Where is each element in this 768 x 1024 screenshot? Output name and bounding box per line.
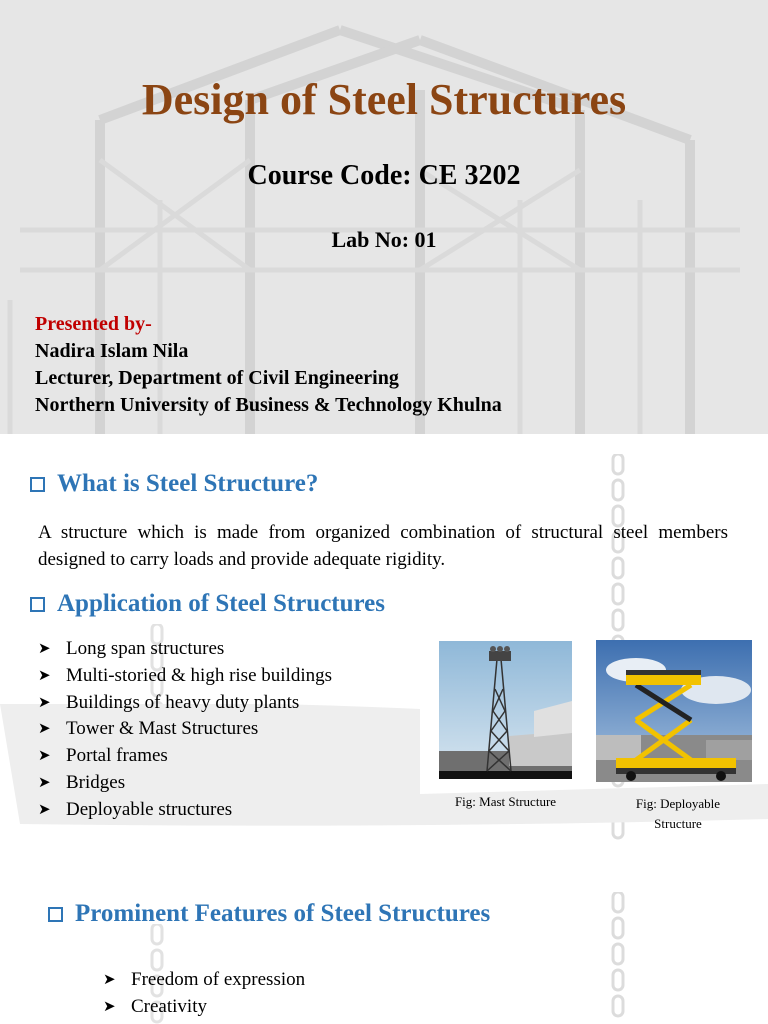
course-code: Course Code: CE 3202	[247, 160, 521, 191]
definition-text: A structure which is made from organized combination of structural steel members designed to carry loads and provide adequate rigidity.	[38, 522, 728, 570]
title-slide	[0, 0, 768, 434]
arrow-bullet-icon: ➤	[38, 667, 51, 684]
list-item: ➤ Creativity	[103, 994, 305, 1021]
heading-text: Prominent Features of Steel Structures	[75, 900, 491, 927]
list-item: ➤ Buildings of heavy duty plants	[38, 690, 332, 717]
list-item: ➤ Bridges	[38, 770, 332, 797]
presenter-institution: Northern University of Business & Technology Khulna	[35, 394, 502, 416]
list-item: ➤ Deployable structures	[38, 797, 332, 824]
heading-text: Application of Steel Structures	[57, 590, 385, 617]
list-item: ➤ Portal frames	[38, 743, 332, 770]
figure-caption: Fig: Mast Structure	[454, 794, 557, 809]
list-item: ➤ Multi-storied & high rise buildings	[38, 663, 332, 690]
arrow-bullet-icon: ➤	[38, 774, 51, 791]
list-item: ➤ Freedom of expression	[103, 967, 305, 994]
arrow-bullet-icon: ➤	[38, 748, 51, 765]
heading-prominent-features	[48, 900, 490, 928]
deployable-structure-image	[596, 640, 752, 782]
mast-structure-image	[439, 641, 572, 779]
heading-what-is-steel-structure	[30, 470, 318, 498]
chain-decoration-icon	[611, 892, 625, 1024]
features-list	[103, 967, 305, 1021]
arrow-bullet-icon: ➤	[38, 721, 51, 738]
presented-by-label: Presented by-	[35, 313, 152, 335]
arrow-bullet-icon: ➤	[38, 801, 51, 818]
heading-applications	[30, 590, 385, 618]
presenter-name: Nadira Islam Nila	[35, 340, 189, 362]
page-title: Design of Steel Structures	[141, 75, 627, 124]
lab-number: Lab No: 01	[331, 227, 437, 252]
list-item: ➤ Long span structures	[38, 636, 332, 663]
applications-list	[38, 636, 332, 824]
list-item: ➤ Tower & Mast Structures	[38, 716, 332, 743]
definition-slide	[0, 434, 768, 854]
square-bullet-icon	[30, 597, 45, 612]
arrow-bullet-icon: ➤	[103, 998, 116, 1015]
features-slide	[0, 854, 768, 1024]
arrow-bullet-icon: ➤	[38, 694, 51, 711]
square-bullet-icon	[48, 907, 63, 922]
presenter-block	[35, 311, 502, 419]
heading-text: What is Steel Structure?	[57, 470, 319, 497]
figure-caption: Fig: Deployable Structure	[635, 796, 721, 831]
presenter-position: Lecturer, Department of Civil Engineering	[35, 367, 399, 389]
arrow-bullet-icon: ➤	[103, 972, 116, 988]
square-bullet-icon	[30, 477, 45, 492]
arrow-bullet-icon: ➤	[38, 641, 51, 657]
